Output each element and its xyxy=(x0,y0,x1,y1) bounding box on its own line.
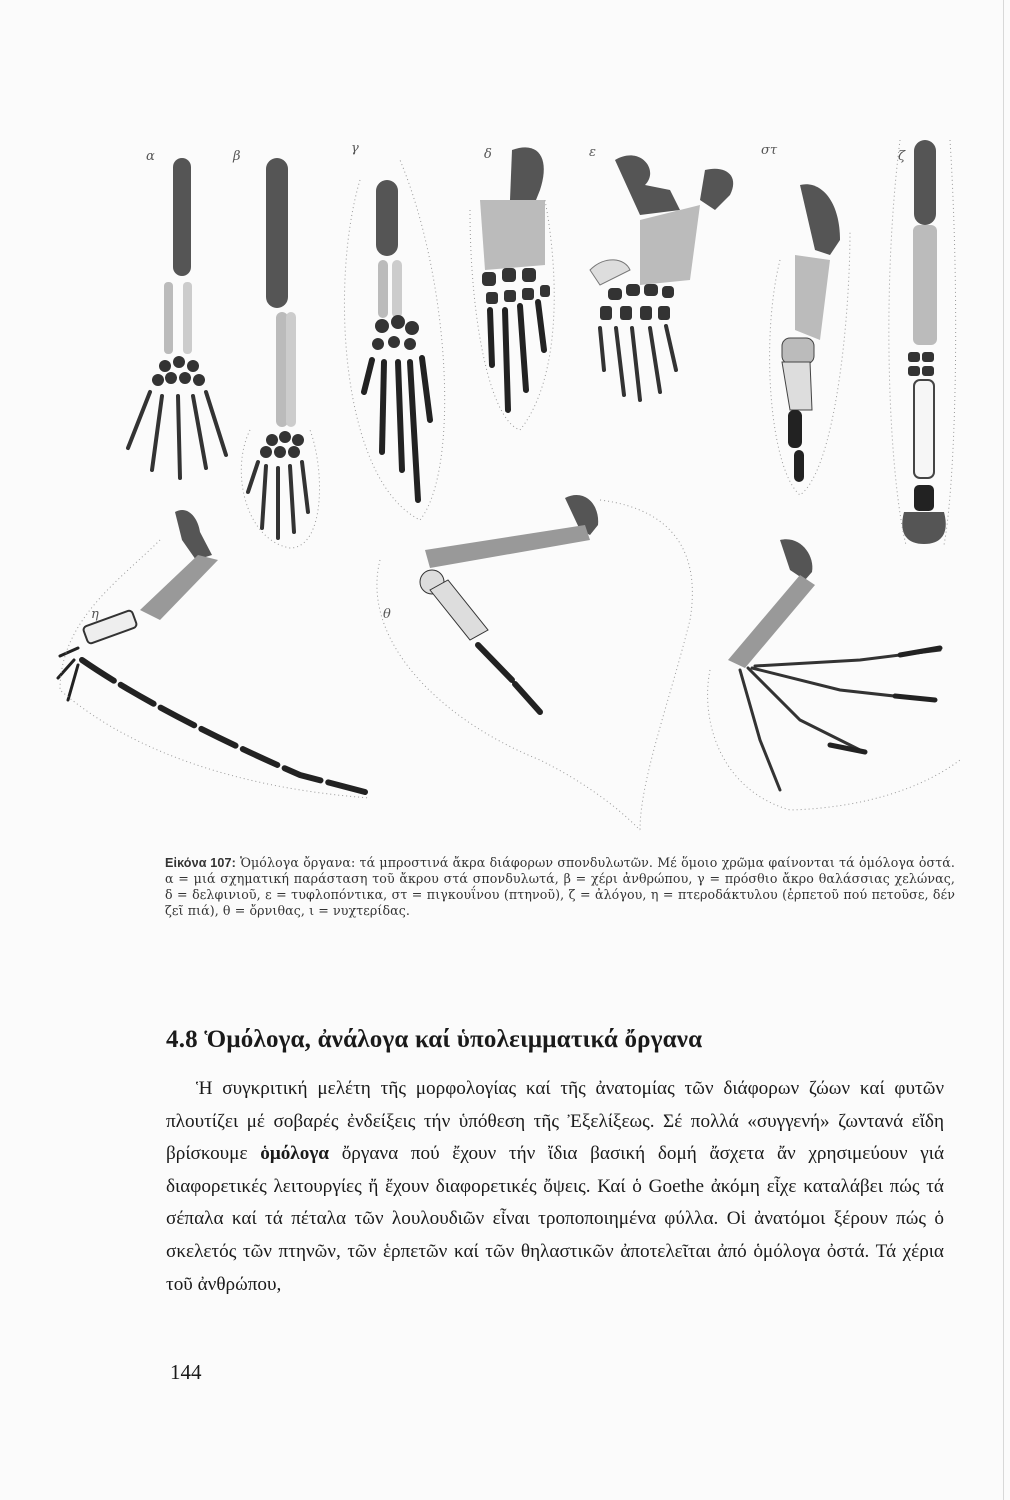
figure-caption xyxy=(165,855,955,919)
limb-zeta-horse xyxy=(889,140,956,545)
panel-label-epsilon: ε xyxy=(589,145,596,160)
term-homologous: ὁμόλογα xyxy=(260,1143,330,1165)
caption-text: Ὁμόλογα ὄργανα: τά μπροστινά ἄκρα διάφορων σπονδυλωτῶν. Μέ ὅμοιο χρῶμα φαίνονται τά ὁμόλογα ὀστά. α = μιά σχηματική παράσταση τοῦ ἄκρου στά σπονδυλωτά, β = χέρι ἀνθρώπου, γ = πρόσθιο ἄκρο θαλάσσιας χελώνας, δ = δελφινιοῦ, ε = τυφλοπόντικα, στ = πιγκουΐνου (πτηνοῦ), ζ = ἀλόγου, η = πτεροδάκτυλου (ἑρπετοῦ πού πετοῦσε, δέν ζεῖ πιά), θ = ὄρνιθας, ι = νυχτερίδας. xyxy=(165,855,956,918)
limb-theta-bird xyxy=(377,495,692,830)
limb-eta-pterodactyl xyxy=(58,510,370,798)
panel-label-gamma: γ xyxy=(351,141,359,156)
paragraph-text-b: ὄργανα πού ἔχουν τήν ἴδια βασική δομή ἄσχετα ἄν χρησιμεύουν γιά διαφορετικές λειτουργίες ἤ ἔχουν διαφορετικές ὄψεις. Καί ὁ Goethe ἀκόμη εἶχε καταλάβει πώς τά σέπαλα καί τά πέταλα τῶν λουλουδιῶν εἶναι τροποποιημένα φύλλα. Οἱ ἀνατόμοι ξέρουν πώς ὁ σκελετός τῶν πτηνῶν, τῶν ἑρπετῶν καί τῶν θηλαστικῶν ἀποτελεῖται ἀπό ὁμόλογα ὀστά. Τά χέρια τοῦ ἀνθρώπου, xyxy=(166,1143,944,1295)
section-paragraph xyxy=(166,1073,944,1301)
limb-beta-human xyxy=(241,158,319,548)
limb-stigma-penguin xyxy=(770,184,850,495)
limb-delta-dolphin xyxy=(470,147,554,430)
section-heading: 4.8 Ὁμόλογα, ἀνάλογα καί ὑπολειμματικά ὄργανα xyxy=(166,1026,703,1053)
panel-label-eta: η xyxy=(91,607,99,622)
limb-gamma-turtle xyxy=(344,160,444,520)
panel-label-theta: θ xyxy=(383,607,391,622)
page-number: 144 xyxy=(170,1360,202,1384)
paragraph-first xyxy=(166,1073,944,1301)
paragraph-text-a: Ἡ συγκριτική μελέτη τῆς μορφολογίας καί τῆς ἀνατομίας τῶν διάφορων ζώων καί φυτῶν πλουτίζει μέ σοβαρές ἐνδείξεις τήν ὑπόθεση τῆς Ἐξελίξεως. Σέ πολλά «συγγενή» ζωντανά εἴδη βρίσκουμε xyxy=(166,1078,944,1165)
limb-alpha-schematic xyxy=(128,158,226,478)
panel-label-alpha: α xyxy=(146,149,155,164)
panel-label-zeta: ζ xyxy=(898,149,906,164)
panel-label-beta: β xyxy=(233,149,241,164)
caption-label: Εἰκόνα 107: xyxy=(165,856,236,870)
limb-epsilon-mole xyxy=(590,155,733,400)
panel-label-delta: δ xyxy=(484,147,492,162)
panel-label-stigma: στ xyxy=(761,143,778,158)
limb-iota-bat xyxy=(708,539,960,810)
